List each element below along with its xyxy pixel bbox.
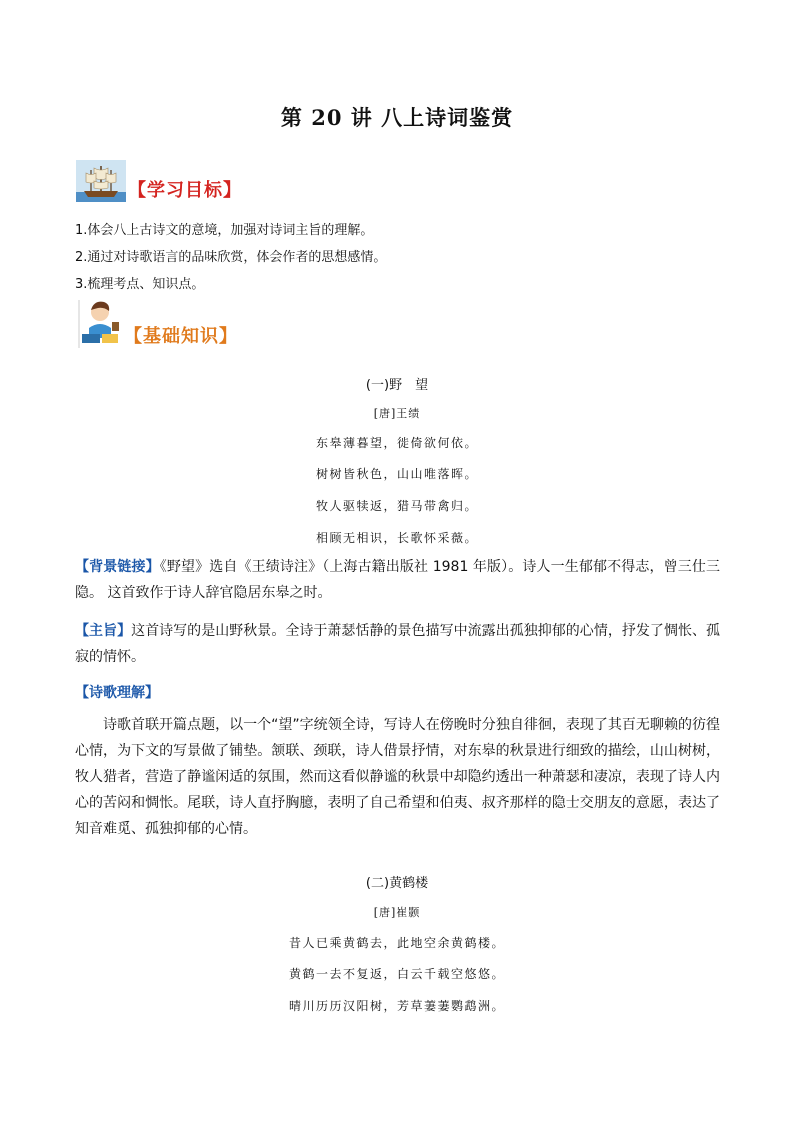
poem1-line: 树树皆秋色，山山唯落晖。: [315, 467, 478, 481]
poem2-line: 晴川历历汉阳树，芳草萋萋鹦鹉洲。: [288, 999, 505, 1013]
basics-header: [76, 298, 238, 348]
understanding-paragraph: 诗歌首联开篇点题，以一个“望”字统领全诗，写诗人在傍晚时分独自徘徊，表现了其百无聊赖的彷徨心情，为下文的写景做了铺垫。颔联、颈联，诗人借景抒情，对东皋的秋景进行细致的描绘，山山树树，牧人猎者，营造了静谧闲适的氛围，然而这看似静谧的秋景中却隐约透出一种萧瑟和凄凉，表现了诗人内心的苦闷和惆怅。尾联，诗人直抒胸臆，表明了自己希望和伯夷、叔齐那样的隐士交朋友的意愿，表达了知音难觅、孤独抑郁的心情。: [75, 717, 720, 837]
poem2-line: 黄鹤一去不复返，白云千载空悠悠。: [288, 967, 505, 981]
understanding-tag: 【诗歌理解】: [75, 685, 159, 701]
poem2-title: (二)黄鹤楼: [365, 876, 429, 891]
poem1-title: (一)野 望: [365, 378, 429, 393]
objective-item: 2.通过对诗歌语言的品味欣赏，体会作者的思想感情。: [75, 250, 387, 265]
theme-tag: 【主旨】: [75, 623, 132, 639]
objectives-label: 【学习目标】: [128, 180, 242, 201]
understanding-heading: [75, 680, 720, 706]
poem1-line: 东皋薄暮望，徙倚欲何依。: [315, 436, 478, 450]
poem1-author: [唐]王绩: [373, 407, 421, 420]
theme-text: 这首诗写的是山野秋景。全诗于萧瑟恬静的景色描写中流露出孤独抑郁的心情，抒发了惆怅、孤寂的情怀。: [75, 623, 721, 665]
basics-label: 【基础知识】: [124, 326, 238, 347]
background-paragraph: [75, 554, 720, 606]
objective-item: 1.体会八上古诗文的意境，加强对诗词主旨的理解。: [75, 223, 374, 238]
background-tag: 【背景链接】: [75, 559, 160, 575]
objective-item: 3.梳理考点、知识点。: [75, 277, 205, 292]
poem1-line: 牧人驱犊返，猎马带禽归。: [315, 499, 478, 513]
sailing-ship-icon: [76, 160, 126, 202]
background-text: 《野望》选自《王绩诗注》（上海古籍出版社 1981 年版）。诗人一生郁郁不得志，曾三仕三隐。 这首致作于诗人辞官隐居东皋之时。: [75, 559, 721, 601]
page-title: 第 20 讲 八上诗词鉴赏: [280, 105, 514, 130]
student-reading-icon: [76, 298, 122, 348]
objectives-header: [76, 160, 242, 202]
theme-paragraph: [75, 618, 720, 670]
poem2-line: 昔人已乘黄鹤去，此地空余黄鹤楼。: [288, 936, 505, 950]
poem1-line: 相顾无相识，长歌怀采薇。: [315, 531, 478, 545]
poem2-author: [唐]崔颢: [373, 906, 421, 919]
